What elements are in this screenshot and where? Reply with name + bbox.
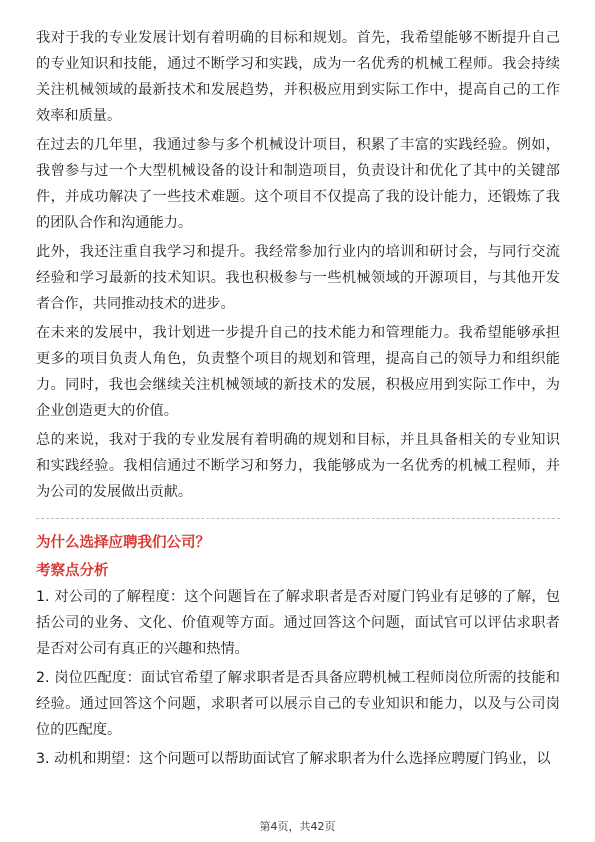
body-paragraph-4: 在未来的发展中，我计划进一步提升自己的技术能力和管理能力。我希望能够承担更多的项目负责人角色，负责整个项目的规划和管理，提高自己的领导力和组织能力。同时，我也会继续关注机械领域的新技术的发展，积极应用到实际工作中，为企业创造更大的价值。 [36, 325, 560, 419]
analysis-item-2: 2. 岗位匹配度：面试官希望了解求职者是否具备应聘机械工程师岗位所需的技能和经验。通过回答这个问题，求职者可以展示自己的专业知识和能力，以及与公司岗位的匹配度。 [36, 670, 560, 738]
question-heading: 为什么选择应聘我们公司？ [36, 535, 210, 551]
analysis-heading: 考察点分析 [36, 563, 109, 579]
analysis-item-3: 3. 动机和期望：这个问题可以帮助面试官了解求职者为什么选择应聘厦门钨业，以 [36, 751, 551, 767]
body-paragraph-2: 在过去的几年里，我通过参与多个机械设计项目，积累了丰富的实践经验。例如，我曾参与过一个大型机械设备的设计和制造项目，负责设计和优化了其中的关键部件，并成功解决了一些技术难题。这个项目不仅提高了我的设计能力，还锻炼了我的团队合作和沟通能力。 [36, 137, 560, 231]
document-page [36, 25, 560, 775]
section-divider [36, 518, 560, 519]
body-paragraph-1: 我对于我的专业发展计划有着明确的目标和规划。首先，我希望能够不断提升自己的专业知识和技能，通过不断学习和实践，成为一名优秀的机械工程师。我会持续关注机械领域的最新技术和发展趋势，并积极应用到实际工作中，提高自己的工作效率和质量。 [36, 30, 560, 124]
analysis-item-1: 1. 对公司的了解程度：这个问题旨在了解求职者是否对厦门钨业有足够的了解，包括公司的业务、文化、价值观等方面。通过回答这个问题，面试官可以评估求职者是否对公司有真正的兴趣和热情。 [36, 589, 560, 657]
body-paragraph-5: 总的来说，我对于我的专业发展有着明确的规划和目标，并且具备相关的专业知识和实践经验。我相信通过不断学习和努力，我能够成为一名优秀的机械工程师，并为公司的发展做出贡献。 [36, 432, 560, 500]
body-paragraph-3: 此外，我还注重自我学习和提升。我经常参加行业内的培训和研讨会，与同行交流经验和学习最新的技术知识。我也积极参与一些机械领域的开源项目，与其他开发者合作，共同推动技术的进步。 [36, 244, 560, 312]
page-footer: 第4页，共42页 [259, 820, 336, 833]
